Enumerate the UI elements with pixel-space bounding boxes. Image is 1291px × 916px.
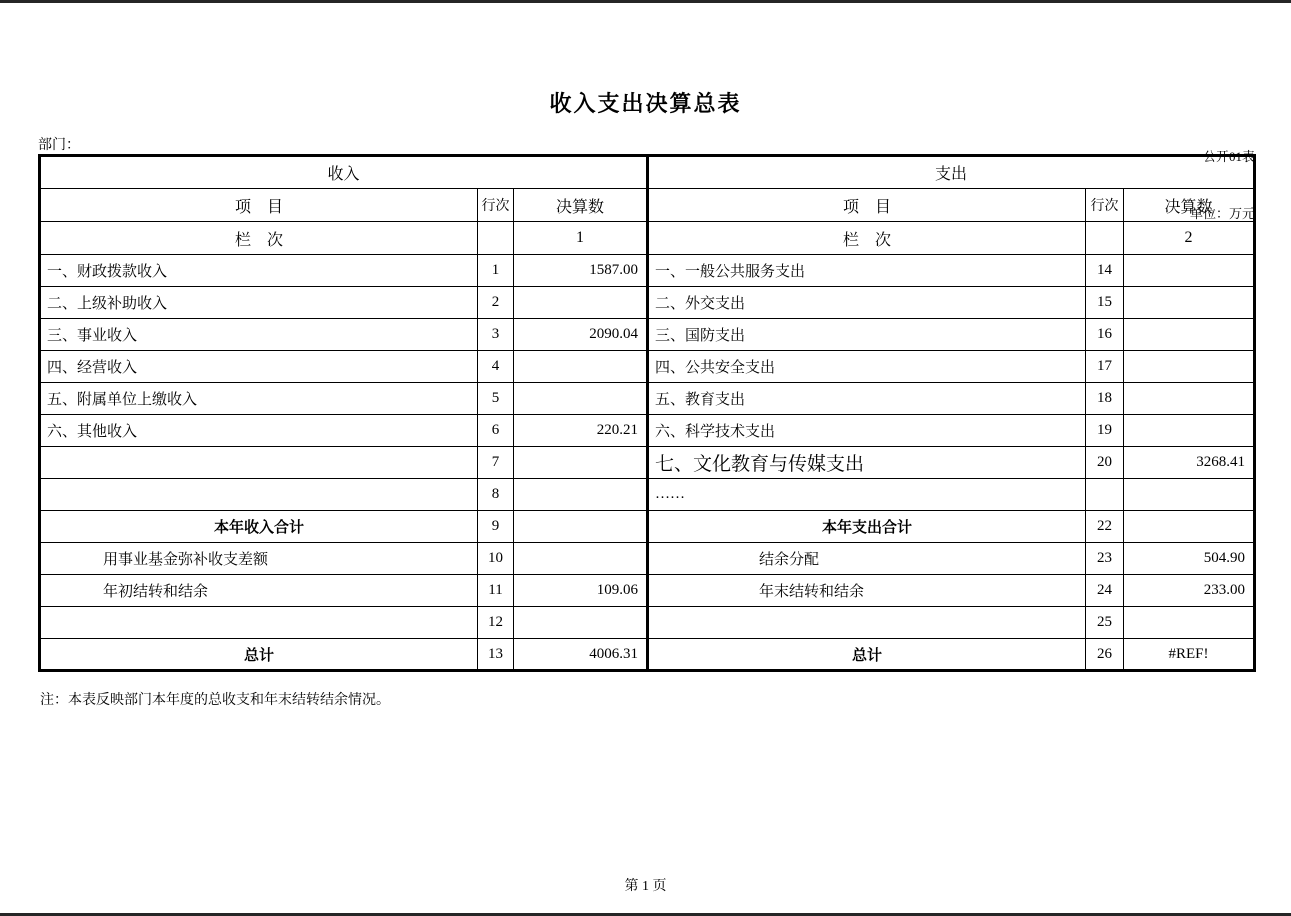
income-amount-cell <box>514 287 648 319</box>
table-row <box>40 351 1255 383</box>
doc-code: 公开01表 <box>1202 149 1255 164</box>
income-amount-cell: 2090.04 <box>514 319 648 351</box>
income-amount-cell <box>514 383 648 415</box>
income-line-cell: 5 <box>478 383 514 415</box>
expenditure-line-cell: 14 <box>1086 255 1124 287</box>
table-row <box>40 511 1255 543</box>
expenditure-item-cell: 七、文化教育与传媒支出 <box>648 447 1086 479</box>
column-no-row <box>40 222 1255 255</box>
expenditure-line-cell: 18 <box>1086 383 1124 415</box>
expenditure-column-no-spacer <box>1086 222 1124 255</box>
income-line-cell: 7 <box>478 447 514 479</box>
income-line-cell: 13 <box>478 639 514 671</box>
income-line-cell: 8 <box>478 479 514 511</box>
table-row <box>40 255 1255 287</box>
expenditure-amount-cell <box>1124 511 1255 543</box>
income-amount-cell: 4006.31 <box>514 639 648 671</box>
income-column-no-spacer <box>478 222 514 255</box>
expenditure-section-header: 支出 <box>648 156 1255 189</box>
table-row <box>40 639 1255 671</box>
expenditure-line-cell: 22 <box>1086 511 1124 543</box>
expenditure-item-cell: 一、一般公共服务支出 <box>648 255 1086 287</box>
income-amount-cell <box>514 543 648 575</box>
expenditure-item-cell <box>648 607 1086 639</box>
income-item-cell: 用事业基金弥补收支差额 <box>40 543 478 575</box>
income-item-cell: 二、上级补助收入 <box>40 287 478 319</box>
summary-table-wrap <box>38 154 1256 672</box>
income-item-header: 项 目 <box>40 189 478 222</box>
income-amount-header: 决算数 <box>514 189 648 222</box>
expenditure-amount-cell <box>1124 255 1255 287</box>
expenditure-item-cell: 四、公共安全支出 <box>648 351 1086 383</box>
table-row <box>40 607 1255 639</box>
table-row <box>40 319 1255 351</box>
expenditure-line-cell: 25 <box>1086 607 1124 639</box>
expenditure-item-cell: 五、教育支出 <box>648 383 1086 415</box>
income-column-no-label: 栏 次 <box>40 222 478 255</box>
table-row <box>40 575 1255 607</box>
table-body <box>40 255 1255 671</box>
income-section-header: 收入 <box>40 156 648 189</box>
income-amount-cell: 109.06 <box>514 575 648 607</box>
department-label: 部门： <box>38 138 80 153</box>
unit-label: 单位：万元 <box>1189 206 1255 221</box>
expenditure-item-cell: 三、国防支出 <box>648 319 1086 351</box>
income-amount-cell <box>514 511 648 543</box>
expenditure-amount-cell <box>1124 415 1255 447</box>
income-item-cell: 年初结转和结余 <box>40 575 478 607</box>
income-item-cell <box>40 607 478 639</box>
income-item-cell: 本年收入合计 <box>40 511 478 543</box>
column-header-row <box>40 189 1255 222</box>
table-row <box>40 479 1255 511</box>
expenditure-item-cell: 二、外交支出 <box>648 287 1086 319</box>
income-line-cell: 2 <box>478 287 514 319</box>
income-item-cell: 四、经营收入 <box>40 351 478 383</box>
expenditure-column-no: 2 <box>1124 222 1255 255</box>
expenditure-item-cell: 总计 <box>648 639 1086 671</box>
expenditure-line-cell: 17 <box>1086 351 1124 383</box>
section-header-row <box>40 156 1255 189</box>
income-amount-cell: 220.21 <box>514 415 648 447</box>
expenditure-amount-cell: 504.90 <box>1124 543 1255 575</box>
expenditure-amount-cell <box>1124 607 1255 639</box>
income-item-cell <box>40 479 478 511</box>
income-column-no: 1 <box>514 222 648 255</box>
income-line-cell: 9 <box>478 511 514 543</box>
income-amount-cell <box>514 351 648 383</box>
expenditure-item-cell: 本年支出合计 <box>648 511 1086 543</box>
income-item-cell: 五、附属单位上缴收入 <box>40 383 478 415</box>
income-line-no-header: 行次 <box>478 189 514 222</box>
expenditure-item-header: 项 目 <box>648 189 1086 222</box>
income-item-cell: 三、事业收入 <box>40 319 478 351</box>
table-row <box>40 383 1255 415</box>
expenditure-line-cell: 24 <box>1086 575 1124 607</box>
expenditure-item-cell: 六、科学技术支出 <box>648 415 1086 447</box>
expenditure-item-cell: 结余分配 <box>648 543 1086 575</box>
expenditure-item-cell: …… <box>648 479 1086 511</box>
expenditure-amount-cell <box>1124 319 1255 351</box>
income-line-cell: 3 <box>478 319 514 351</box>
expenditure-amount-cell <box>1124 351 1255 383</box>
expenditure-column-no-label: 栏 次 <box>648 222 1086 255</box>
table-row <box>40 543 1255 575</box>
income-amount-cell <box>514 447 648 479</box>
table-row <box>40 415 1255 447</box>
table-row <box>40 287 1255 319</box>
expenditure-amount-cell <box>1124 287 1255 319</box>
table-row <box>40 447 1255 479</box>
table-note: 注：本表反映部门本年度的总收支和年末结转结余情况。 <box>40 693 390 708</box>
income-amount-cell <box>514 607 648 639</box>
expenditure-line-no-header: 行次 <box>1086 189 1124 222</box>
expenditure-line-cell: 16 <box>1086 319 1124 351</box>
page-title: 收入支出决算总表 <box>549 91 742 116</box>
expenditure-amount-header: 决算数 <box>1124 189 1255 222</box>
income-item-cell: 总计 <box>40 639 478 671</box>
expenditure-line-cell: 19 <box>1086 415 1124 447</box>
expenditure-amount-cell <box>1124 383 1255 415</box>
expenditure-amount-cell <box>1124 479 1255 511</box>
table-head <box>40 156 1255 255</box>
income-line-cell: 1 <box>478 255 514 287</box>
expenditure-line-cell <box>1086 479 1124 511</box>
income-amount-cell <box>514 479 648 511</box>
income-line-cell: 4 <box>478 351 514 383</box>
income-line-cell: 11 <box>478 575 514 607</box>
income-item-cell: 一、财政拨款收入 <box>40 255 478 287</box>
expenditure-amount-cell: #REF! <box>1124 639 1255 671</box>
income-item-cell: 六、其他收入 <box>40 415 478 447</box>
expenditure-amount-cell: 233.00 <box>1124 575 1255 607</box>
expenditure-line-cell: 26 <box>1086 639 1124 671</box>
income-line-cell: 6 <box>478 415 514 447</box>
expenditure-item-cell: 年末结转和结余 <box>648 575 1086 607</box>
page-number: 第 1 页 <box>624 879 667 894</box>
expenditure-line-cell: 15 <box>1086 287 1124 319</box>
income-item-cell <box>40 447 478 479</box>
summary-table <box>38 154 1256 672</box>
expenditure-line-cell: 23 <box>1086 543 1124 575</box>
income-amount-cell: 1587.00 <box>514 255 648 287</box>
expenditure-amount-cell: 3268.41 <box>1124 447 1255 479</box>
income-line-cell: 12 <box>478 607 514 639</box>
income-line-cell: 10 <box>478 543 514 575</box>
expenditure-line-cell: 20 <box>1086 447 1124 479</box>
